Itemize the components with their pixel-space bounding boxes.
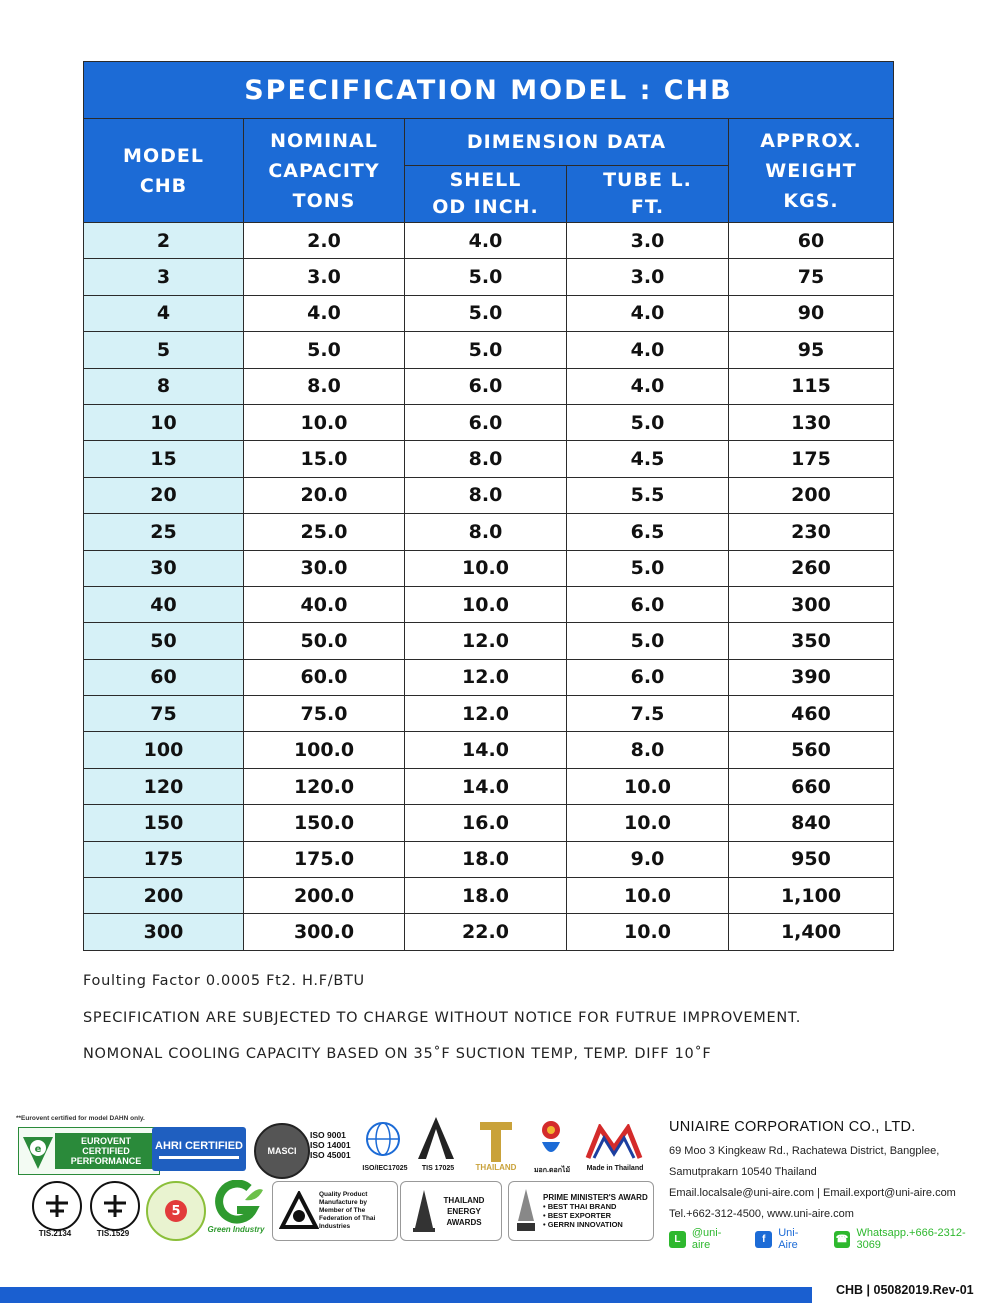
cell-weight: 950 [729, 841, 894, 877]
tis1529-logo [90, 1181, 140, 1231]
cell-capacity: 300.0 [244, 914, 405, 950]
mork-logo [534, 1117, 568, 1163]
table-row [84, 696, 894, 732]
fti-emblem-icon [279, 1191, 319, 1231]
tis2134-label: TIS.2134 [38, 1229, 72, 1238]
cell-model: 8 [84, 368, 244, 404]
energy-5-icon: 5 [165, 1200, 187, 1222]
bottom-bar [0, 1287, 812, 1303]
cell-weight: 460 [729, 696, 894, 732]
company-tel: Tel.+662-312-4500, www.uni-aire.com [669, 1208, 854, 1220]
table-row [84, 623, 894, 659]
cell-weight: 300 [729, 586, 894, 622]
table-row [84, 914, 894, 950]
cooling-capacity-note: NOMONAL COOLING CAPACITY BASED ON 35˚F SUCTION TEMP, TEMP. DIFF 10˚F [83, 1046, 712, 1062]
table-row [84, 295, 894, 331]
tis17025-logo [414, 1115, 458, 1163]
line-icon: L [669, 1231, 686, 1248]
thailand-energy-awards-logo: THAILAND ENERGY AWARDS [400, 1181, 502, 1241]
cell-model: 300 [84, 914, 244, 950]
cell-shell-od: 6.0 [405, 404, 567, 440]
company-address-1: 69 Moo 3 Kingkeaw Rd., Rachatewa District, Bangplee, [669, 1145, 940, 1157]
cell-shell-od: 6.0 [405, 368, 567, 404]
cell-capacity: 50.0 [244, 623, 405, 659]
cell-weight: 200 [729, 477, 894, 513]
cell-shell-od: 8.0 [405, 477, 567, 513]
table-row [84, 586, 894, 622]
table-row [84, 878, 894, 914]
header-dimension-data: DIMENSION DATA [405, 119, 729, 166]
cell-tube-length: 5.5 [567, 477, 729, 513]
cell-weight: 130 [729, 404, 894, 440]
table-row [84, 805, 894, 841]
pm-award-items [543, 1202, 648, 1229]
cell-tube-length: 10.0 [567, 914, 729, 950]
tis-mark-icon [42, 1191, 72, 1221]
table-row [84, 404, 894, 440]
made-in-thailand-logo [582, 1123, 646, 1163]
cell-capacity: 8.0 [244, 368, 405, 404]
table-row [84, 841, 894, 877]
cell-capacity: 5.0 [244, 332, 405, 368]
cell-model: 175 [84, 841, 244, 877]
table-row [84, 732, 894, 768]
cell-capacity: 75.0 [244, 696, 405, 732]
header-shell-od: SHELL OD INCH. [405, 166, 567, 223]
cell-model: 75 [84, 696, 244, 732]
table-row [84, 768, 894, 804]
cell-weight: 175 [729, 441, 894, 477]
table-row [84, 223, 894, 259]
cell-shell-od: 5.0 [405, 295, 567, 331]
tis2134-logo [32, 1181, 82, 1231]
thailand-trust-logo [466, 1119, 526, 1165]
tis17025-label: TIS 17025 [421, 1165, 455, 1172]
masci-logo: MASCI [254, 1123, 310, 1179]
header-capacity: NOMINAL CAPACITY TONS [244, 119, 405, 223]
trophy-icon [411, 1188, 437, 1234]
eurovent-logo: e EUROVENT CERTIFIED PERFORMANCE [18, 1127, 160, 1175]
cell-weight: 1,400 [729, 914, 894, 950]
cell-capacity: 20.0 [244, 477, 405, 513]
cell-shell-od: 10.0 [405, 550, 567, 586]
cell-shell-od: 8.0 [405, 441, 567, 477]
tis-mark-icon [100, 1191, 130, 1221]
t-mark-icon [478, 1120, 514, 1164]
globe-icon [361, 1120, 405, 1158]
cell-tube-length: 5.0 [567, 550, 729, 586]
cell-tube-length: 4.0 [567, 332, 729, 368]
cell-shell-od: 18.0 [405, 878, 567, 914]
cell-model: 4 [84, 295, 244, 331]
cell-weight: 260 [729, 550, 894, 586]
document-code: CHB | 05082019.Rev-01 [836, 1283, 974, 1297]
cell-shell-od: 16.0 [405, 805, 567, 841]
cell-shell-od: 5.0 [405, 259, 567, 295]
green-industry-label: Green Industry [207, 1225, 265, 1234]
green-industry-logo [206, 1179, 268, 1227]
company-emails: Email.localsale@uni-aire.com | Email.export@uni-aire.com [669, 1187, 956, 1199]
flower-icon [536, 1118, 566, 1162]
cell-model: 150 [84, 805, 244, 841]
cell-weight: 560 [729, 732, 894, 768]
cell-model: 15 [84, 441, 244, 477]
table-row [84, 332, 894, 368]
cell-shell-od: 22.0 [405, 914, 567, 950]
header-model: MODEL CHB [84, 119, 244, 223]
tis1529-label: TIS.1529 [96, 1229, 130, 1238]
cell-weight: 115 [729, 368, 894, 404]
cell-shell-od: 10.0 [405, 586, 567, 622]
cell-weight: 90 [729, 295, 894, 331]
cell-weight: 840 [729, 805, 894, 841]
iso17025-logo [360, 1119, 406, 1159]
cell-tube-length: 3.0 [567, 223, 729, 259]
cell-shell-od: 4.0 [405, 223, 567, 259]
cell-model: 2 [84, 223, 244, 259]
cell-model: 25 [84, 514, 244, 550]
pm-award-item: • BEST EXPORTER [543, 1211, 612, 1220]
cell-capacity: 4.0 [244, 295, 405, 331]
cell-weight: 75 [729, 259, 894, 295]
header-weight: APPROX. WEIGHT KGS. [729, 119, 894, 223]
cell-tube-length: 7.5 [567, 696, 729, 732]
cell-capacity: 25.0 [244, 514, 405, 550]
energy-label-logo [146, 1181, 206, 1241]
cell-model: 100 [84, 732, 244, 768]
cell-model: 10 [84, 404, 244, 440]
table-row [84, 368, 894, 404]
cell-capacity: 60.0 [244, 659, 405, 695]
cell-tube-length: 10.0 [567, 878, 729, 914]
cell-tube-length: 6.0 [567, 659, 729, 695]
cell-model: 30 [84, 550, 244, 586]
iso17025-label: ISO/IEC17025 [362, 1165, 408, 1172]
cell-shell-od: 8.0 [405, 514, 567, 550]
cell-capacity: 15.0 [244, 441, 405, 477]
header-tube-length: TUBE L. FT. [567, 166, 729, 223]
pm-award-item: • GERRN INNOVATION [543, 1220, 623, 1229]
table-row [84, 259, 894, 295]
fouling-factor-note: Foulting Factor 0.0005 Ft2. H.F/BTU [83, 973, 365, 989]
mt-mark-icon [584, 1124, 644, 1162]
fti-logo: Quality Product Manufacture by Member of The Federation of Thai Industries [272, 1181, 398, 1241]
line-handle[interactable]: @uni-aire [691, 1227, 722, 1251]
whatsapp-number[interactable]: Whatsapp.+666-2312-3069 [856, 1227, 966, 1251]
table-row [84, 477, 894, 513]
cell-shell-od: 14.0 [405, 732, 567, 768]
cell-model: 60 [84, 659, 244, 695]
cell-weight: 350 [729, 623, 894, 659]
thailand-trust-label: THAILAND [475, 1163, 517, 1172]
cell-weight: 1,100 [729, 878, 894, 914]
svg-text:e: e [34, 1144, 42, 1155]
ahri-divider [159, 1156, 239, 1159]
cell-capacity: 10.0 [244, 404, 405, 440]
cell-tube-length: 10.0 [567, 768, 729, 804]
eurovent-note: **Eurovent certified for model DAHN only. [16, 1115, 145, 1122]
mork-label: มอก.ดอกไม้ [533, 1167, 571, 1174]
cell-tube-length: 3.0 [567, 259, 729, 295]
cell-capacity: 2.0 [244, 223, 405, 259]
cell-capacity: 30.0 [244, 550, 405, 586]
cell-capacity: 175.0 [244, 841, 405, 877]
cell-tube-length: 4.0 [567, 368, 729, 404]
cell-capacity: 150.0 [244, 805, 405, 841]
pm-award-text: PRIME MINISTER'S AWARD • BEST THAI BRAND • BEST EXPORTER • GERRN INNOVATION [543, 1193, 648, 1229]
green-g-icon [209, 1180, 265, 1226]
table-row [84, 550, 894, 586]
cell-shell-od: 14.0 [405, 768, 567, 804]
pagoda-icon [414, 1115, 458, 1163]
cell-model: 3 [84, 259, 244, 295]
cell-tube-length: 5.0 [567, 623, 729, 659]
facebook-icon: f [755, 1231, 772, 1248]
ahri-logo: AHRI CERTIFIED [152, 1127, 246, 1171]
iso-list: ISO 9001 ISO 14001 ISO 45001 [310, 1130, 351, 1160]
cell-capacity: 40.0 [244, 586, 405, 622]
cell-tube-length: 4.5 [567, 441, 729, 477]
spec-table-body [84, 223, 894, 951]
cell-shell-od: 12.0 [405, 623, 567, 659]
cell-capacity: 3.0 [244, 259, 405, 295]
cell-weight: 660 [729, 768, 894, 804]
cell-model: 20 [84, 477, 244, 513]
cell-shell-od: 5.0 [405, 332, 567, 368]
cell-capacity: 120.0 [244, 768, 405, 804]
cell-capacity: 100.0 [244, 732, 405, 768]
cell-tube-length: 4.0 [567, 295, 729, 331]
company-name: UNIAIRE CORPORATION CO., LTD. [669, 1119, 916, 1135]
cell-shell-od: 12.0 [405, 659, 567, 695]
cell-tube-length: 5.0 [567, 404, 729, 440]
cell-model: 50 [84, 623, 244, 659]
cell-model: 200 [84, 878, 244, 914]
cell-shell-od: 18.0 [405, 841, 567, 877]
cell-weight: 230 [729, 514, 894, 550]
cell-tube-length: 6.5 [567, 514, 729, 550]
spec-table [83, 61, 894, 951]
cell-tube-length: 8.0 [567, 732, 729, 768]
cell-model: 120 [84, 768, 244, 804]
made-in-thailand-label: Made in Thailand [586, 1165, 644, 1172]
cell-tube-length: 6.0 [567, 586, 729, 622]
cell-weight: 390 [729, 659, 894, 695]
cell-model: 5 [84, 332, 244, 368]
cell-capacity: 200.0 [244, 878, 405, 914]
spec-change-notice: SPECIFICATION ARE SUBJECTED TO CHARGE WITHOUT NOTICE FOR FUTRUE IMPROVEMENT. [83, 1010, 802, 1026]
facebook-handle[interactable]: Uni-Aire [778, 1227, 799, 1251]
crystal-trophy-icon [515, 1187, 537, 1235]
certification-logos [14, 1115, 654, 1245]
table-title: SPECIFICATION MODEL : CHB [84, 62, 894, 119]
social-links [669, 1227, 989, 1251]
company-info [669, 1119, 989, 1251]
table-row [84, 659, 894, 695]
cell-weight: 60 [729, 223, 894, 259]
eurovent-check-icon [21, 1131, 55, 1171]
cell-tube-length: 10.0 [567, 805, 729, 841]
company-address-2: Samutprakarn 10540 Thailand [669, 1166, 817, 1178]
cell-shell-od: 12.0 [405, 696, 567, 732]
table-row [84, 441, 894, 477]
whatsapp-icon: ☎ [834, 1231, 851, 1248]
cell-tube-length: 9.0 [567, 841, 729, 877]
cell-model: 40 [84, 586, 244, 622]
prime-minister-award-logo [508, 1181, 654, 1241]
pm-award-item: • BEST THAI BRAND [543, 1202, 617, 1211]
cell-weight: 95 [729, 332, 894, 368]
table-row [84, 514, 894, 550]
